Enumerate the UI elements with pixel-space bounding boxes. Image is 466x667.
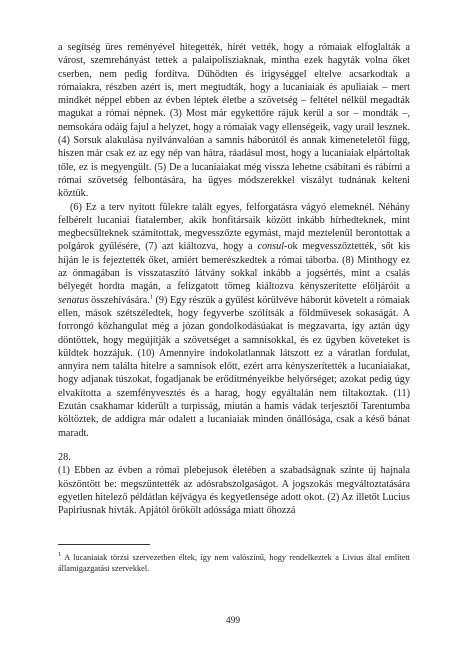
italic-term: consul	[257, 241, 285, 253]
footnote-marker: 1	[58, 551, 62, 559]
chapter-number: 28.	[58, 451, 71, 463]
page-number: 499	[225, 616, 241, 626]
footnote-rule	[58, 544, 150, 545]
text-run: -ok megvesszőztették, sőt kis híján le is fejeztették őket, amiért bemerészkedtek a római táborba. (8) Minthogy ez az önmagában is visszataszító látvány sokkal inkább a jogsértés, mint a csalás bélyegét hordta magán, a felizgatott tömeg kiáltozva kényszerítette elöljáróit a	[58, 241, 410, 293]
footnote-text: A lucaniaiak törzsi szervezetben éltek, így nem valószínű, hogy rendelkeztek a Livius által említett államigazgatási szervekkel.	[58, 553, 410, 573]
footnote	[58, 552, 410, 574]
text-run: összehívására.	[88, 294, 150, 306]
body-paragraph: (1) Ebben az évben a római plebejusok életében a szabadságnak szinte új hajnala köszöntött be: megszüntették az adósrabszolgaságot. A jogszokás megváltoztatására egyetlen hitelező példátlan kéjvágya és kegyetlensége adott okot. (2) Az illetőt Lucius Papiriusnak hívták. Apjától örökölt adóssága miatt őhozzá	[58, 465, 410, 517]
text-run: (6) Ez a terv nyitott fülekre talált egyes, felforgatásra vágyó elemeknél. Néhány felbérelt lucaniai fiatalember, akik honfitársaik között inkább hírhedteknek, mint megbecsülteknek számítottak, megvesszőzte egymást, majd meztelenül berontottak a polgárok gyűlésére, (7) azt kiáltozva, hogy a	[58, 201, 410, 253]
page-body	[58, 41, 410, 517]
body-paragraph	[58, 201, 410, 440]
text-run: (9) Egy részük a gyűlést körülvéve háborút követelt a rómaiak ellen, mások szétszéledtek, hogy fegyverbe szólítsák a földművesek sokaságát. A forrongó közhangulat még a józan gondolkodásúakat is megzavarta, így aztán úgy döntöttek, hogy megújítják a szövetséget a samnisokkal, és ez ügyben követeket is küldtek hozzájuk. (10) Amennyire indokolatlannak látszott ez a váratlan fordulat, annyira nem találta hitelre a samnisok előtt, ezért arra kényszerítették a lucaniaiakat, hogy adjanak túszokat, fogadjanak be erődítményeikbe helyőrséget; azokat pedig úgy elvakította a szemfényvesztés és a harag, hogy egyáltalán nem tiltakoztak. (11) Ezután csakhamar kiderült a turpisság, miután a hamis vádak terjesztői Tarentumba költöztek, de addigra már odalett a lucaniaiak minden önállósága, csak a késő bánat maradt.	[58, 294, 410, 439]
italic-term: senatus	[58, 294, 89, 306]
footnote-area	[58, 544, 410, 574]
body-paragraph: a segítség üres reményével hitegették, hírét vették, hogy a rómaiak elfoglalták a várost, szemrehányást tettek a palaipolisziaknak, mintha ezek hagyták volna őket cserben, nem pedig fordítva. Dühödten és irigységgel eltelve acsarkodtak a rómaiakra, részben azért is, mert megtudták, hogy a lucaniaiak és apuliaiak – mert mindkét néppel ebben az évben léptek életbe a szövetség – feltétel nélkül megadták magukat a római népnek. (3) Most már egykettőre rájuk kerül a sor – mondták –, nemsokára odáig fajul a helyzet, hogy a rómaiak vagy ellenségeik, vagy urail lesznek. (4) Sorsuk alakulása nyilvánvalóan a samnis háborútól és annak kimeneteletől függ, hiszen már csak ez az egy nép van hátra, ráadásul most, hogy a lucaniaiak elpártoltak tőle, ez is megyengült. (5) De a lucaniaiakat még vissza lehetne csábítani és rábírni a római szövetség felbontására, ha ügyes módszerekkel viszályt tudnának kelteni köztük.	[58, 42, 410, 200]
footnote-marker: 1	[149, 293, 153, 301]
